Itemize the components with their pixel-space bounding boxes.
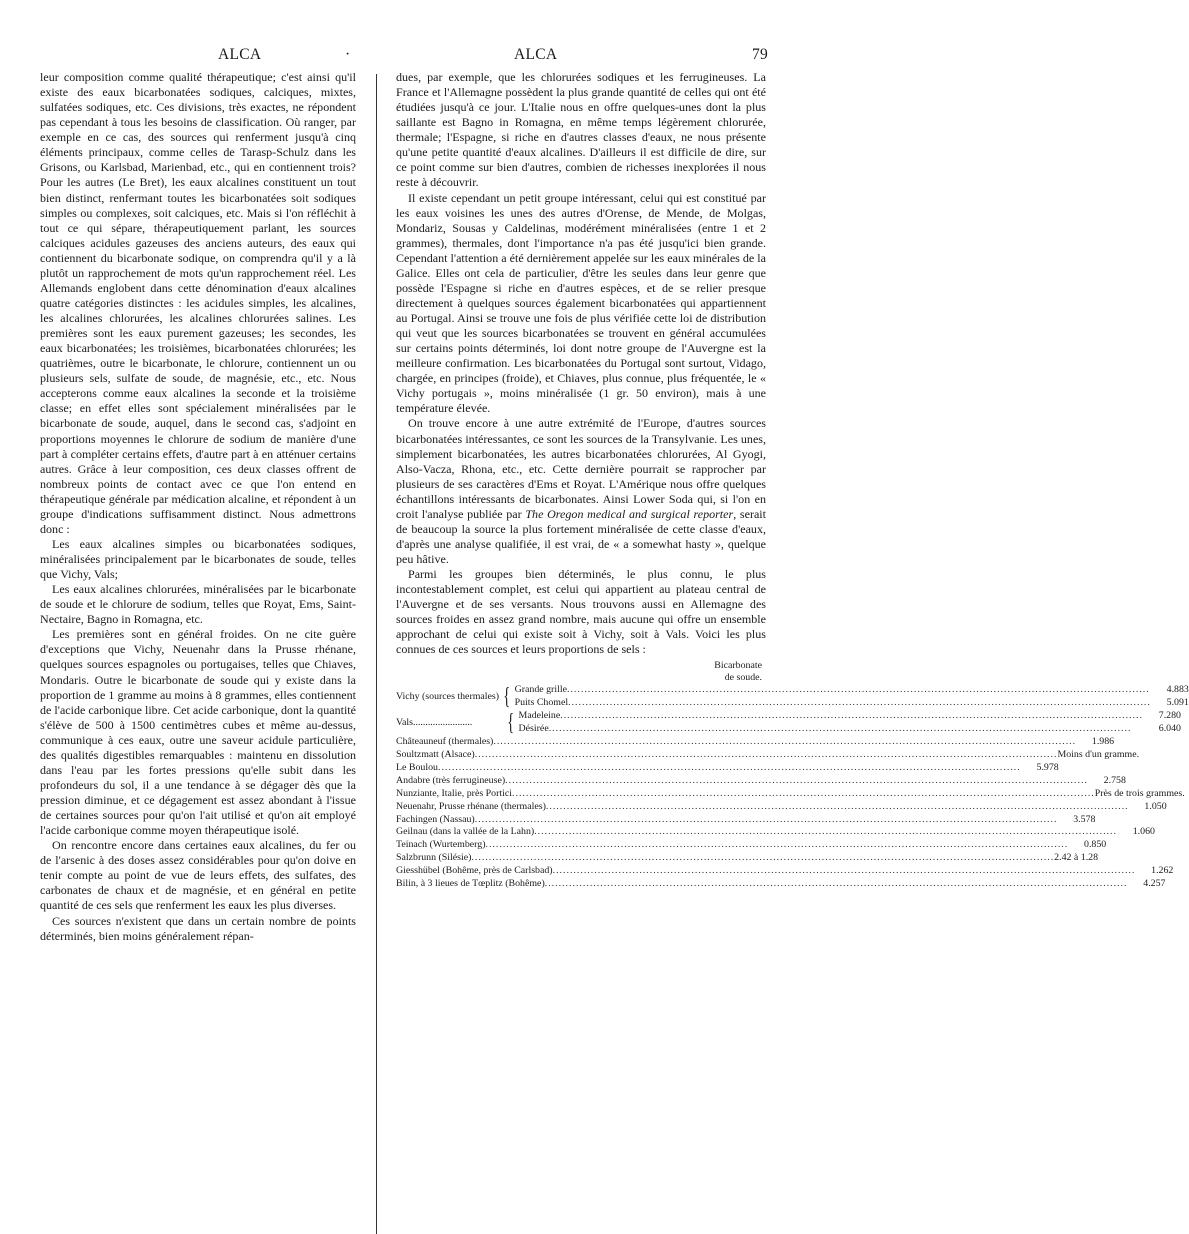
source-value: 4.257	[1143, 878, 1166, 890]
group-label: Vichy (sources thermales)	[396, 690, 500, 702]
running-head-separator: ·	[345, 46, 351, 63]
paragraph: Il existe cependant un petit groupe intéressant, celui qui est constitué par les eaux voisines les unes des autres d'Orense, de Mende, de Molgas, Mondariz, Sousas y Caldelinas, modérément minéralisées (entre 1 et 2 grammes), thermales, dont l'importance n'a pas été jusqu'ici bien grande. Cependant l'attention a été dernièrement appelée sur les eaux minérales de la Galice. Elles ont cela de particulier, d'être les seules dans leur genre que possède l'Espagne si riche en d'autres espèces, et de se relier presque directement à quelques sources également bicarbonatées qui appartiennent au Portugal. Ainsi se trouve une fois de plus vérifiée cette loi de distribution qui veut que les sources bicarbonatées se trouvent en général accumulées sur certains points déterminés, loi dont notre groupe de l'Auvergne est la meilleure confirmation. Les bicarbonatées du Portugal sont surtout, Vidago, chargée, en principes (froide), et Chiaves, plus connue, plus fréquentée, le « Vichy portugais », moins minéralisée (1 gr. 50 environ), mais à une température élevée.	[396, 190, 766, 416]
source-name: Madeleine	[518, 710, 561, 722]
source-value: 2.42 à 1.28	[1054, 852, 1099, 864]
source-value: 1.050	[1144, 800, 1167, 812]
column-rule	[376, 74, 377, 1234]
table-row	[396, 800, 1167, 814]
running-head-right: ALCA	[514, 46, 558, 63]
source-name: Salzbrunn (Silésie)	[396, 852, 472, 864]
table-group-vichy	[396, 684, 1189, 711]
table-row	[396, 826, 1155, 839]
paragraph: Les eaux alcalines chlorurées, minéralisées par le bicarbonate de soude et le chlorure de sodium, telles que Royat, Ems, Saint-Nectaire, Bagno in Romagna, etc.	[40, 582, 356, 627]
table-row	[396, 865, 1174, 878]
group-label: Vals	[396, 716, 414, 728]
table-row	[396, 761, 1059, 775]
paragraph: dues, par exemple, que les chlorurées sodiques et les ferrugineuses. La France et l'Allemagne possèdent la plus grande quantité de celles qui ont été étudiées jusqu'à ce jour. L'Italie nous en offre quelques-unes dont la plus saillante est Bagno in Romagna, en même temps légèrement chlorurée, thermale; l'Espagne, si riche en d'autres classes d'eaux, ne nous présente qu'une petite quantité d'eaux alcalines. D'ailleurs il est difficile de dire, sur ce point comme sur bien d'autres, combien de richesses inexplorées il nous reste à découvrir.	[396, 70, 766, 190]
table-row	[396, 774, 1126, 788]
table-row	[396, 878, 1166, 891]
source-value: Près de trois grammes.	[1094, 787, 1185, 799]
source-name: Bilin, à 3 lieues de Tœplitz (Bohême)	[396, 878, 545, 890]
paragraph: Les premières sont en général froides. On ne cite guère d'exceptions que Vichy, Neuenahr dans la Prusse rhénane, quelques sources espagnoles ou portugaises, telles que Chiaves, Mondaris. Outre le bicarbonate de soude qui y existe dans la proportion de 1 gramme au moins à 8 grammes, elles contiennent de l'acide carbonique libre. Cet acide carbonique, dont la quantité s'élève de 500 à 1500 centimètres cubes et même au-dessus, communique à ces eaux, outre une saveur acidule particulière, des qualités digestibles remarquables : maintenu en dissolution dans l'eau par les fortes pressions qu'elle subit dans les profondeurs du sol, il a une tendance à se dégager dès que la pression diminue, et ce dégagement est assez abondant à l'issue de certaines sources pour qu'on l'ait utilisé et qu'on ait employé l'acide carbonique comme moyen thérapeutique isolé.	[40, 627, 356, 838]
source-value: 3.578	[1073, 813, 1096, 825]
paragraph: On rencontre encore dans certaines eaux alcalines, du fer ou de l'arsenic à des doses assez considérables pour qu'on doive en tenir compte au point de vue de leurs effets, des sulfates, des carbonates de chaux et de magnésie, et en général en petite quantité de ces sels que renferment les eaux les plus diverses.	[40, 838, 356, 913]
table-header: de soude.	[724, 672, 762, 684]
paragraph: Ces sources n'existent que dans un certain nombre de points déterminés, bien moins généralement répan-	[40, 913, 356, 943]
source-value: Moins d'un gramme.	[1057, 748, 1140, 760]
table-header: Bicarbonate	[714, 660, 762, 672]
table-row	[396, 852, 1099, 865]
source-value: 5.091	[1166, 697, 1189, 709]
table-row	[396, 787, 1185, 801]
paragraph: leur composition comme qualité thérapeutique; c'est ainsi qu'il existe des eaux bicarbonatées sodiques, calciques, mixtes, sulfatées sodiques, etc. Ces divisions, très exactes, ne répondent pas cependant à tous les besoins de classification. Où ranger, par exemple en ce cas, des sources qui renferment jusqu'à cinq éléments principaux, comme celles de Tarasp-Schulz dans les Grisons, ou Karlsbad, Marienbad, etc., qui en contiennent trois? Pour les autres (Le Bret), les eaux alcalines constituent un tout bien distinct, renfermant toutes les bicarbonatées soit sodiques simples ou complexes, soit calciques, etc. Mais si l'on réfléchit à tout ce qui sépare, thérapeutiquement parlant, les sources calciques acidules gazeuses des anciens auteurs, des eaux qui contiennent du bicarbonate sodique, on comprendra qu'il y a là plutôt un rapprochement de mots qu'un rapprochement réel. Les Allemands englobent dans cette dénomination d'eaux alcalines quatre catégories distinctes : les acidules simples, les alcalines, les alcalines chlorurées, les alcalines chlorurées salines. Les premières sont les eaux purement gazeuses; les secondes, les eaux bicarbonatées; les troisièmes, bicarbonatées chlorurées; les quatrièmes, outre le bicarbonate, le chlorure, contiennent un ou plusieurs sels, sulfate de soude, de magnésie, etc., etc. Nous accepterons comme eaux alcalines la seconde et la troisième classe; en effet elles sont spécialement minéralisées par le bicarbonate de soude, auquel, dans le second cas, s'adjoint en proportions moyennes le chlorure de sodium de manière d'une part à compléter certains effets, d'autre part à en atténuer certains autres. Grâce à leur composition, ces deux classes offrent de nombreux points de contact avec ce que l'on entend en thérapeutique générale par médication alcaline, et répondent à un groupe d'indications suffisamment distinct. Nous admettrons donc :	[40, 70, 356, 536]
page-number: 79	[752, 46, 769, 63]
source-name: Nunziante, Italie, près Portici	[396, 787, 512, 799]
source-value: 6.040	[1158, 723, 1181, 735]
table-row	[519, 710, 1181, 723]
table-row	[396, 748, 1140, 762]
source-name: Châteauneuf (thermales)	[396, 736, 494, 748]
brace-icon: {	[507, 710, 515, 737]
table-row	[396, 839, 1107, 852]
table-row	[396, 736, 1115, 749]
table-row	[515, 684, 1189, 697]
source-name: Puits Chomel	[514, 697, 569, 709]
source-value: 1.262	[1151, 865, 1174, 877]
right-column	[396, 70, 1189, 891]
source-value: 1.060	[1132, 826, 1155, 838]
source-name: Désirée	[518, 723, 549, 735]
table-row	[396, 813, 1096, 827]
source-name: Soultzmatt (Alsace)	[396, 748, 475, 760]
paragraph-text: On trouve encore à une autre extrémité de l'Europe, d'autres sources bicarbonatées intéressantes, ce sont les sources de la Transylvanie. Les unes, simplement bicarbonatées, les autres bicarbonatées chlorurées, Al Gyogi, Also-Vacza, Rhona, etc., etc. Cette dernière pourrait se rapprocher par plusieurs de ses caractères d'Ems et Royat. L'Amérique nous offre quelques échantillons intéressants de bicarbonates. Ainsi Lower Soda qui, si l'on en croit l'analyse publiée par	[396, 416, 766, 521]
table-group-vals: Vals ........................ { Madeleine ..... 7.280 Désirée ..... 6.040	[396, 710, 766, 736]
source-name: Neuenahr, Prusse rhénane (thermales)	[396, 800, 546, 812]
source-name: Geilnau (dans la vallée de la Lahn)	[396, 826, 535, 838]
paragraph: Les eaux alcalines simples ou bicarbonatées sodiques, minéralisées principalement par le bicarbonates de soude, telles que Vichy, Vals;	[40, 536, 356, 582]
source-value: 4.883	[1166, 684, 1189, 696]
source-name: Grande grille	[514, 684, 567, 696]
journal-title: The Oregon medical and surgical reporter	[525, 506, 734, 521]
source-name: Teinach (Wurtemberg)	[396, 839, 486, 851]
table-row	[515, 697, 1189, 710]
paragraph: Parmi les groupes bien déterminés, le plus connu, le plus incontestablement complet, est celui qui appartient au plateau central de l'Auvergne et de ses versants. Nous trouvons aussi en Allemagne des sources froides en assez grand nombre, mais aucune qui offre un ensemble approchant de celui qui existe soit à Vichy, soit à Vals. Voici les plus connues de ces sources et leurs proportions de sels :	[396, 567, 766, 657]
source-value: 1.986	[1091, 736, 1115, 748]
paragraph-text: , serait de beaucoup la source la plus fortement minéralisée de cette classe d'eaux, d'après une analyse qualifiée, il est vrai, de « a somewhat hasty », quelque peu hâtive.	[396, 506, 766, 566]
table-row	[519, 723, 1181, 736]
source-value: 5.978	[1036, 761, 1059, 773]
source-name: Andabre (très ferrugineuse)	[396, 774, 506, 786]
source-name: Le Boulou	[396, 761, 438, 773]
paragraph	[396, 416, 766, 567]
running-head-left: ALCA	[218, 46, 262, 63]
source-name: Giesshübel (Bohême, près de Carlsbad)	[396, 865, 553, 877]
left-column	[40, 70, 356, 944]
source-value: 7.280	[1158, 710, 1181, 722]
source-value: 2.758	[1103, 774, 1126, 786]
source-value: 0.850	[1084, 839, 1107, 851]
source-name: Fachingen (Nassau)	[396, 813, 475, 825]
brace-icon: {	[503, 684, 511, 711]
sources-table	[396, 660, 1189, 891]
